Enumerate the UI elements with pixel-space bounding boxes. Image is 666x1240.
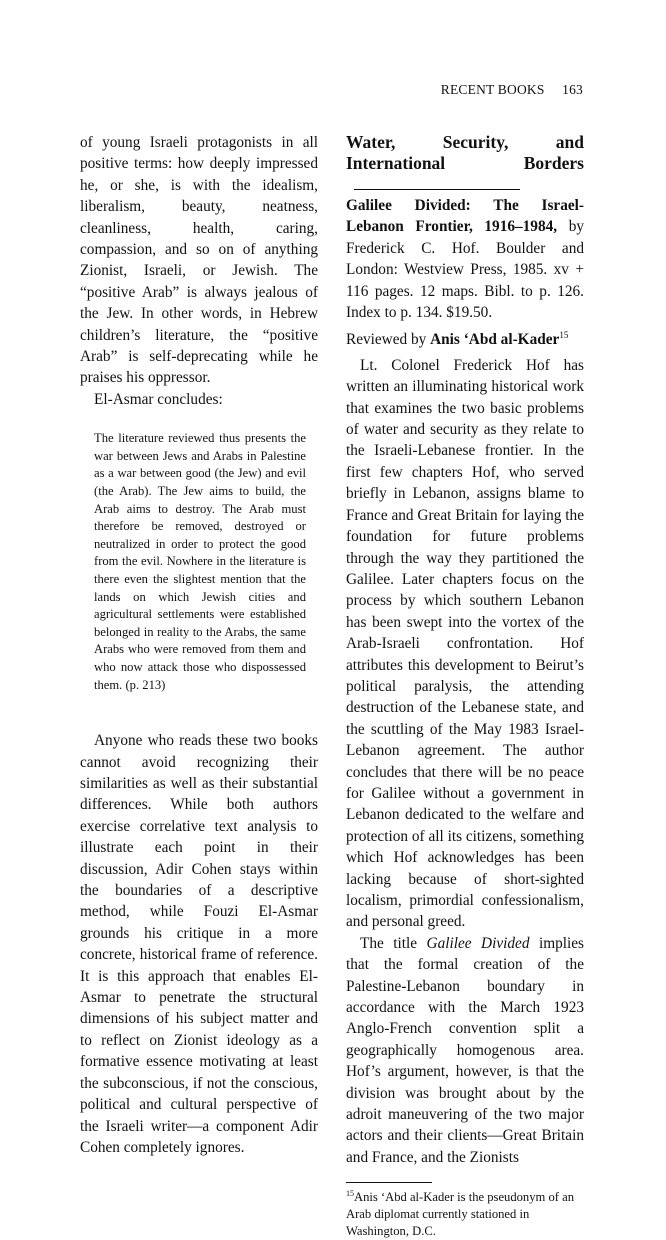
right-column <box>346 132 584 1240</box>
footnote-rule <box>346 1182 432 1183</box>
right-paragraph-2 <box>346 933 584 1168</box>
reviewer-line <box>346 329 584 350</box>
left-paragraph-3: Anyone who reads these two books cannot avoid recognizing their similarities as well as their substantial differences. While both authors exercise correlative text analysis to illustrate each point in their discussion, Adir Cohen stays within the boundaries of a descriptive method, while Fouzi El-Asmar grounds his critique in a more concrete, historical frame of reference. It is this approach that enables El-Asmar to penetrate the structural dimensions of his subject matter and to reflect on Zionist ideology as a formative essence motivating at least the subconscious, if not the conscious, political and cultural perspective of the Israeli writer—a component Adir Cohen completely ignores. <box>80 732 318 1156</box>
left-paragraph-2: El-Asmar concludes: <box>94 390 223 408</box>
right-paragraph-1: Lt. Colonel Frederick Hof has written an illuminating historical work that examines the two basic problems of water and security as they relate to the Israeli-Lebanese frontier. In the first few chapters Hof, who served briefly in Lebanon, assigns blame to France and Great Britain for laying the foundation for future problems through the way they partitioned the Galilee. Later chapters focus on the process by which southern Lebanon has been swept into the vortex of the Arab-Israeli confrontation. Hof attributes this development to Beirut’s political paralysis, the attending destruction of the Lebanese state, and the scuttling of the May 1983 Israel-Lebanon agreement. The author concludes that there will be no peace for Galilee without a government in Lebanon dedicated to the welfare and protection of all its citizens, something which Hof acknowledges has been lacking because of short-sighted localism, primordial confessionalism, and personal greed. <box>346 356 584 931</box>
reviewer-name: Anis ‘Abd al-Kader <box>430 331 560 349</box>
footnote-mark: 15 <box>559 330 569 341</box>
book-title: Galilee Divided: The Israel-Lebanon Frontier, 1916–1984, <box>346 197 584 236</box>
footnote-number: 15 <box>346 1189 354 1199</box>
footnote-text: Anis ‘Abd al-Kader is the pseudonym of an Arab diplomat currently stationed in Washington, D.C. <box>346 1190 574 1239</box>
section-title-rule <box>354 188 520 190</box>
footnote <box>346 1189 584 1240</box>
section-title <box>346 132 584 195</box>
left-column <box>80 132 318 1158</box>
para-2-italic-title: Galilee Divided <box>426 934 530 952</box>
para-2-rest: implies that the formal creation of the Palestine-Lebanon boundary in accordance with the March 1923 Anglo-French convention split a geographically homogenous area. Hof’s argument, however, is that the division was brought about by the adroit maneuvering of the two major actors and their clients—Great Britain and France, and the Zionists <box>346 934 585 1166</box>
reviewed-by-label: Reviewed by <box>346 331 427 349</box>
running-head <box>441 82 583 98</box>
book-entry <box>346 195 584 323</box>
section-title-text: Water, Security, and International Borders <box>346 132 584 173</box>
para-2-lead: The title <box>360 934 418 952</box>
block-quote: The literature reviewed thus presents the war between Jews and Arabs in Palestine as a war between good (the Jew) and evil (the Arab). The Jew aims to build, the Arab aims to destroy. The Arab must therefore be removed, destroyed or neutralized in order to protect the good from the evil. Nowhere in the literature is there even the slightest mention that the lands on which Jewish cities and agricultural settlements were established belonged in reality to the Arabs, the same Arabs who were removed from them and who now attack those who dispossessed them. (p. 213) <box>94 431 306 692</box>
left-paragraph-1: of young Israeli protagonists in all positive terms: how deeply impressed he, or she, is with the idealism, liberalism, beauty, neatness, cleanliness, health, caring, compassion, and so on of anything Zionist, Israeli, or Jewish. The “positive Arab” is always jealous of the Jew. In other words, in Hebrew children’s literature, the “positive Arab” is self-deprecating while he praises his oppressor. <box>80 134 318 387</box>
book-details: by Frederick C. Hof. Boulder and London: Westview Press, 1985. xv + 116 pages. 12 maps. Bibl. to p. 126. Index to p. 134. $19.50. <box>346 218 584 322</box>
running-title: RECENT BOOKS <box>440 82 545 97</box>
page-number: 163 <box>562 82 583 97</box>
